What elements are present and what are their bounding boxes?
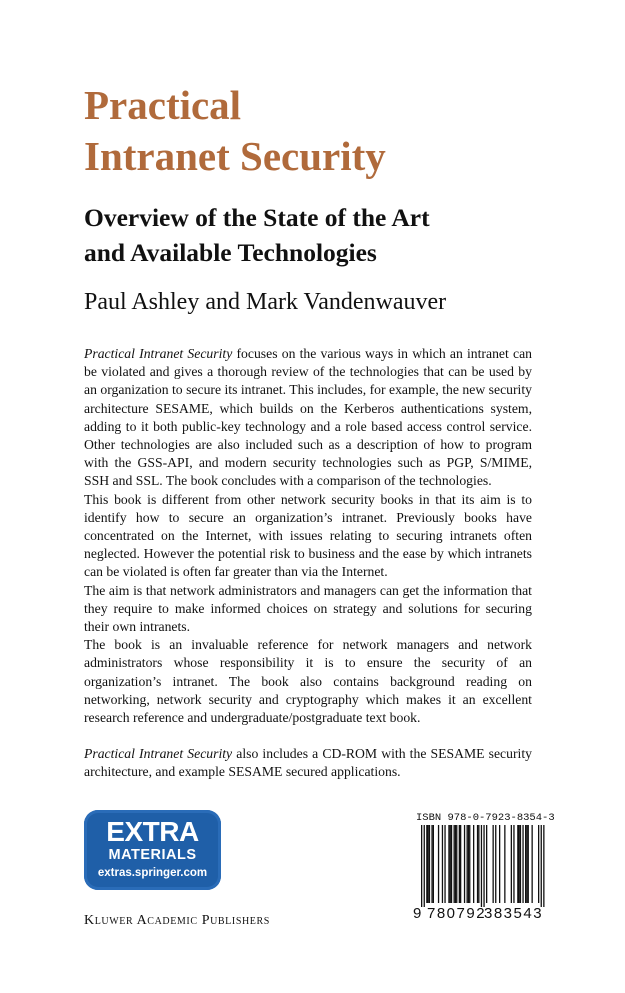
barcode-bar <box>428 825 429 903</box>
barcode-bar <box>519 825 520 903</box>
barcode-bar <box>448 825 449 903</box>
barcode-bar <box>469 825 470 903</box>
subtitle-line-2: and Available Technologies <box>84 238 377 267</box>
barcode-bar <box>431 825 432 903</box>
barcode-bar <box>460 825 461 903</box>
book-authors: Paul Ashley and Mark Vandenwauver <box>84 289 447 315</box>
publisher-name: Kluwer Academic Publishers <box>84 913 270 928</box>
barcode-bar <box>468 825 469 903</box>
book-subtitle <box>84 200 430 270</box>
barcode-bar <box>541 825 542 907</box>
barcode-bar <box>522 825 523 903</box>
barcode-lead-digit: 9 <box>413 905 422 922</box>
barcode-right-group: 383543 <box>484 905 544 922</box>
badge-line-materials: MATERIALS <box>108 847 197 863</box>
isbn-label: ISBN 978-0-7923-8354-3 <box>416 812 555 824</box>
blurb-paragraph-3: The aim is that network administrators and managers can get the information that they require to make informed choices on strategy and solutions for securing their own intranets. <box>84 582 532 635</box>
blurb-paragraph-5-text: also includes a CD-ROM with the SESAME security architecture, and example SESAME secured applications. <box>84 746 532 780</box>
barcode-bar <box>456 825 457 903</box>
blurb-paragraph-1-text: focuses on the various ways in which an intranet can be violated and gives a thorough review of the technologies that can be used by an organization to secure its intranet. This includes, for example, the new security architecture SESAME, which builds on the Kerberos authentications system, adding to it both public-key technology and a role based access control service. Other technologies are also included such as a description of how to program with the GSS-API, and modern security technologies such as PGP, S/MIME, SSH and SSL. The book concludes with a comparison of the technologies. <box>84 346 532 489</box>
barcode-bar <box>525 825 526 903</box>
barcode-bar <box>433 825 434 903</box>
badge-url: extras.springer.com <box>97 867 208 879</box>
barcode-bar <box>451 825 452 903</box>
barcode-bar <box>528 825 529 903</box>
barcode-bar <box>426 825 427 903</box>
isbn-barcode <box>410 825 545 923</box>
barcode-bar <box>421 825 422 907</box>
barcode-bar <box>481 825 482 907</box>
barcode-bar <box>444 825 445 903</box>
subtitle-line-1: Overview of the State of the Art <box>84 203 430 232</box>
blurb-title-ref-2: Practical Intranet Security <box>84 746 233 762</box>
barcode-bar <box>543 825 544 907</box>
title-line-1: Practical <box>84 82 242 128</box>
barcode-bar <box>513 825 514 903</box>
barcode-bar <box>429 825 430 903</box>
barcode-bar <box>538 825 539 903</box>
book-title <box>84 80 386 182</box>
barcode-bar <box>511 825 512 903</box>
blurb-title-ref-1: Practical Intranet Security <box>84 346 233 361</box>
barcode-bar <box>467 825 468 903</box>
barcode-bar <box>450 825 451 903</box>
extra-materials-badge <box>84 810 221 890</box>
title-line-2: Intranet Security <box>84 133 386 179</box>
barcode-bars <box>410 825 545 907</box>
barcode-bar <box>499 825 500 903</box>
barcode-bar <box>504 825 505 903</box>
blurb-paragraph-4: The book is an invaluable reference for network managers and network administrators whose responsibility it is to ensure the security of an organization’s intranet. The book also contains background reading on networking, network security and cryptography which makes it an excellent research reference and undergraduate/postgraduate text book. <box>84 637 532 726</box>
barcode-bar <box>517 825 518 903</box>
barcode-bar <box>464 825 465 903</box>
barcode-bar <box>532 825 533 903</box>
barcode-bar <box>442 825 443 903</box>
back-cover-blurb <box>84 345 532 782</box>
barcode-bar <box>455 825 456 903</box>
barcode-bar <box>486 825 487 903</box>
blurb-paragraph-5 <box>84 745 532 781</box>
barcode-bar <box>473 825 474 903</box>
blurb-paragraph-2: This book is different from other network security books in that its aim is to identify how to secure an organization’s intranet. Previously books have concentrated on the Internet, with issues relating to securing intranets often neglected. However the potential risk to business and the ease by which intranets can be violated is often far greater than via the Internet. <box>84 491 532 580</box>
blurb-paragraph-1 <box>84 345 532 491</box>
barcode-bar <box>459 825 460 903</box>
barcode-bar <box>454 825 455 903</box>
barcode-bar <box>493 825 494 903</box>
barcode-left-group: 780792 <box>427 905 487 922</box>
barcode-bar <box>438 825 439 903</box>
barcode-bar <box>495 825 496 903</box>
barcode-bar <box>520 825 521 903</box>
barcode-bar <box>483 825 484 907</box>
barcode-bar <box>478 825 479 903</box>
barcode-bar <box>477 825 478 903</box>
barcode-bar <box>424 825 425 907</box>
badge-line-extra: EXTRA <box>106 816 199 847</box>
barcode-bar <box>526 825 527 903</box>
